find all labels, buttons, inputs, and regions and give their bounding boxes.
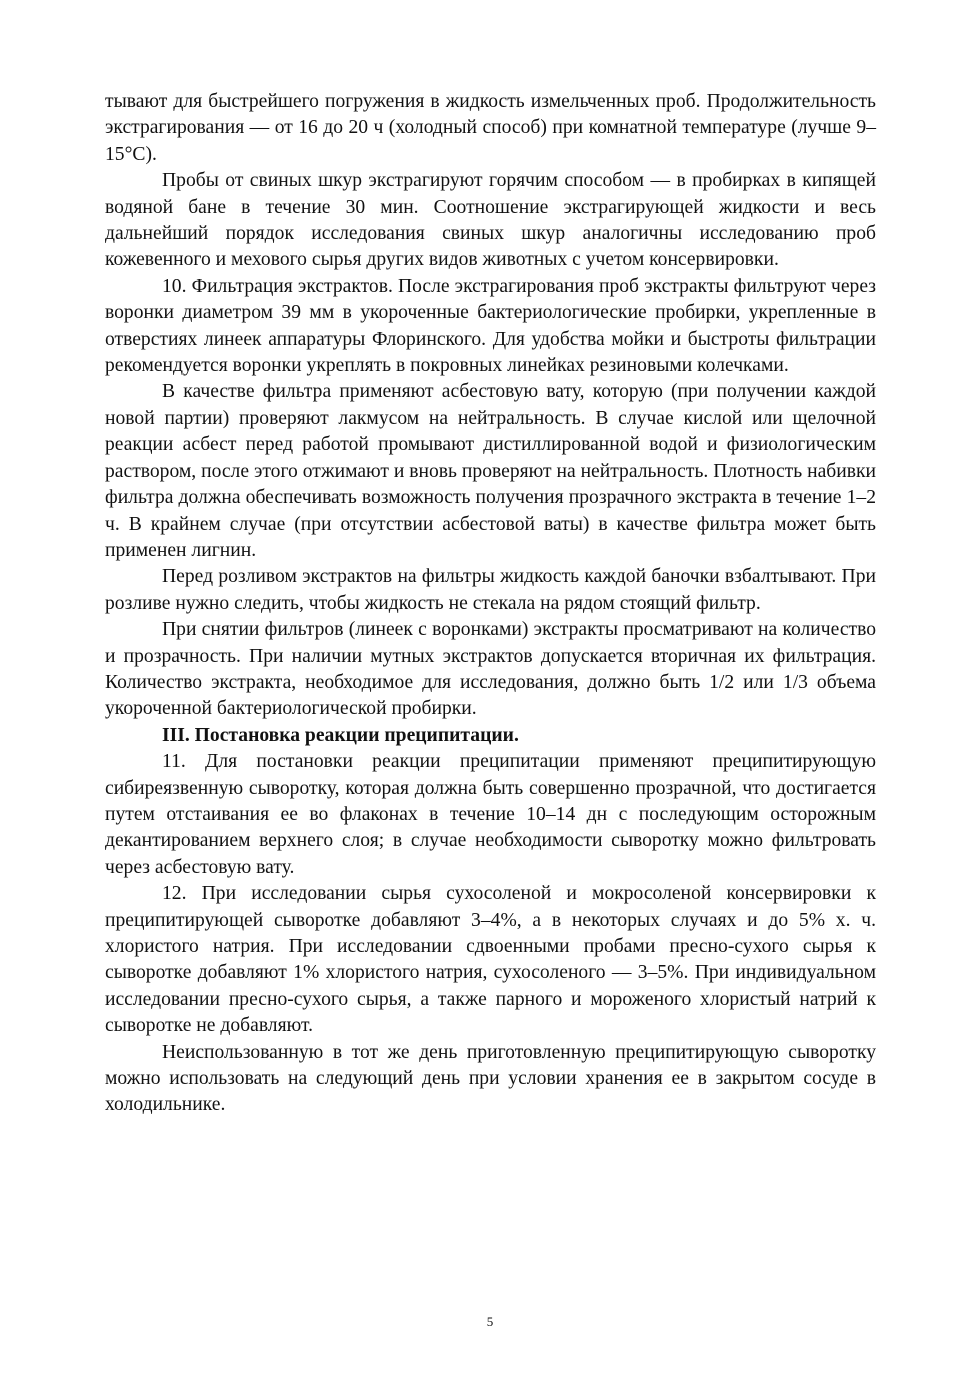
paragraph-continuation: тывают для быстрейшего погружения в жидкость измельченных проб. Продолжительность экстрагирования — от 16 до 20 ч (холодный способ) при комнатной температуре (лучше 9–15°С). (105, 91, 876, 165)
page-number: 5 (486, 1314, 494, 1329)
section-heading: III. Постановка реакции преципитации. (162, 724, 519, 746)
paragraph-pouring: Перед розливом экстрактов на фильтры жидкость каждой баночки взбалтывают. При розливе нужно следить, чтобы жидкость не стекала на рядом стоящий фильтр. (105, 566, 876, 614)
paragraph-filter-material: В качестве фильтра применяют асбестовую вату, которую (при получении каждой новой партии) проверяют лакмусом на нейтральность. В случае кислой или щелочной реакции асбест перед работой промывают дистиллированной водой и физиологическим раствором, после этого отжимают и вновь проверяют на нейтральность. Плотность набивки фильтра должна обеспечивать возможность получения прозрачного экстракта в течение 1–2 ч. В крайнем случае (при отсутствии асбестовой ваты) в качестве фильтра может быть применен лигнин. (105, 381, 876, 561)
paragraph-filtration: 10. Фильтрация экстрактов. После экстрагирования проб экстракты фильтруют через воронки диаметром 39 мм в укороченные бактериологические пробирки, укрепленные в отверстиях линеек аппаратуры Флоринского. Для удобства мойки и быстроты фильтрации рекомендуется воронки укреплять в покровных линейках резиновыми колечками. (105, 275, 876, 377)
paragraph-serum: 11. Для постановки реакции преципитации применяют преципитирующую сибиреязвенную сыворотку, которая должна быть совершенно прозрачной, что достигается путем отстаивания ее во флаконах в течение 10–14 дн с последующим осторожным декантированием верхнего слоя; в случае необходимости сыворотку можно фильтровать через асбестовую вату. (105, 751, 876, 878)
paragraph-removing-filters: При снятии фильтров (линеек с воронками) экстракты просматривают на количество и прозрачность. При наличии мутных экстрактов допускается вторичная их фильтрация. Количество экстракта, необходимое для исследования, должно быть 1/2 или 1/3 объема укороченной бактериологической пробирки. (105, 619, 876, 720)
paragraph-storage: Неиспользованную в тот же день приготовленную преципитирующую сыворотку можно использовать на следующий день при условии хранения ее в закрытом сосуде в холодильнике. (105, 1041, 876, 1116)
paragraph-sodium-chloride: 12. При исследовании сырья сухосоленой и мокросоленой консервировки к преципитирующей сыворотке добавляют 3–4%, а в некоторых случаях и до 5% х. ч. хлористого натрия. При исследовании сдвоенными пробами пресно-сухого сырья к сыворотке добавляют 1% хлористого натрия, сухосоленого — 3–5%. При индивидуальном исследовании пресно-сухого сырья, а также парного и мороженого хлористый натрий к сыворотке не добавляют. (105, 883, 876, 1037)
page-text (105, 89, 876, 1119)
paragraph-pig-skins: Пробы от свиных шкур экстрагируют горячим способом — в пробирках в кипящей водяной бане в течение 30 мин. Соотношение экстрагирующей жидкости и весь дальнейший порядок исследования свиных шкур аналогичны исследованию проб кожевенного и мехового сырья других видов животных с учетом консервировки. (105, 170, 876, 271)
